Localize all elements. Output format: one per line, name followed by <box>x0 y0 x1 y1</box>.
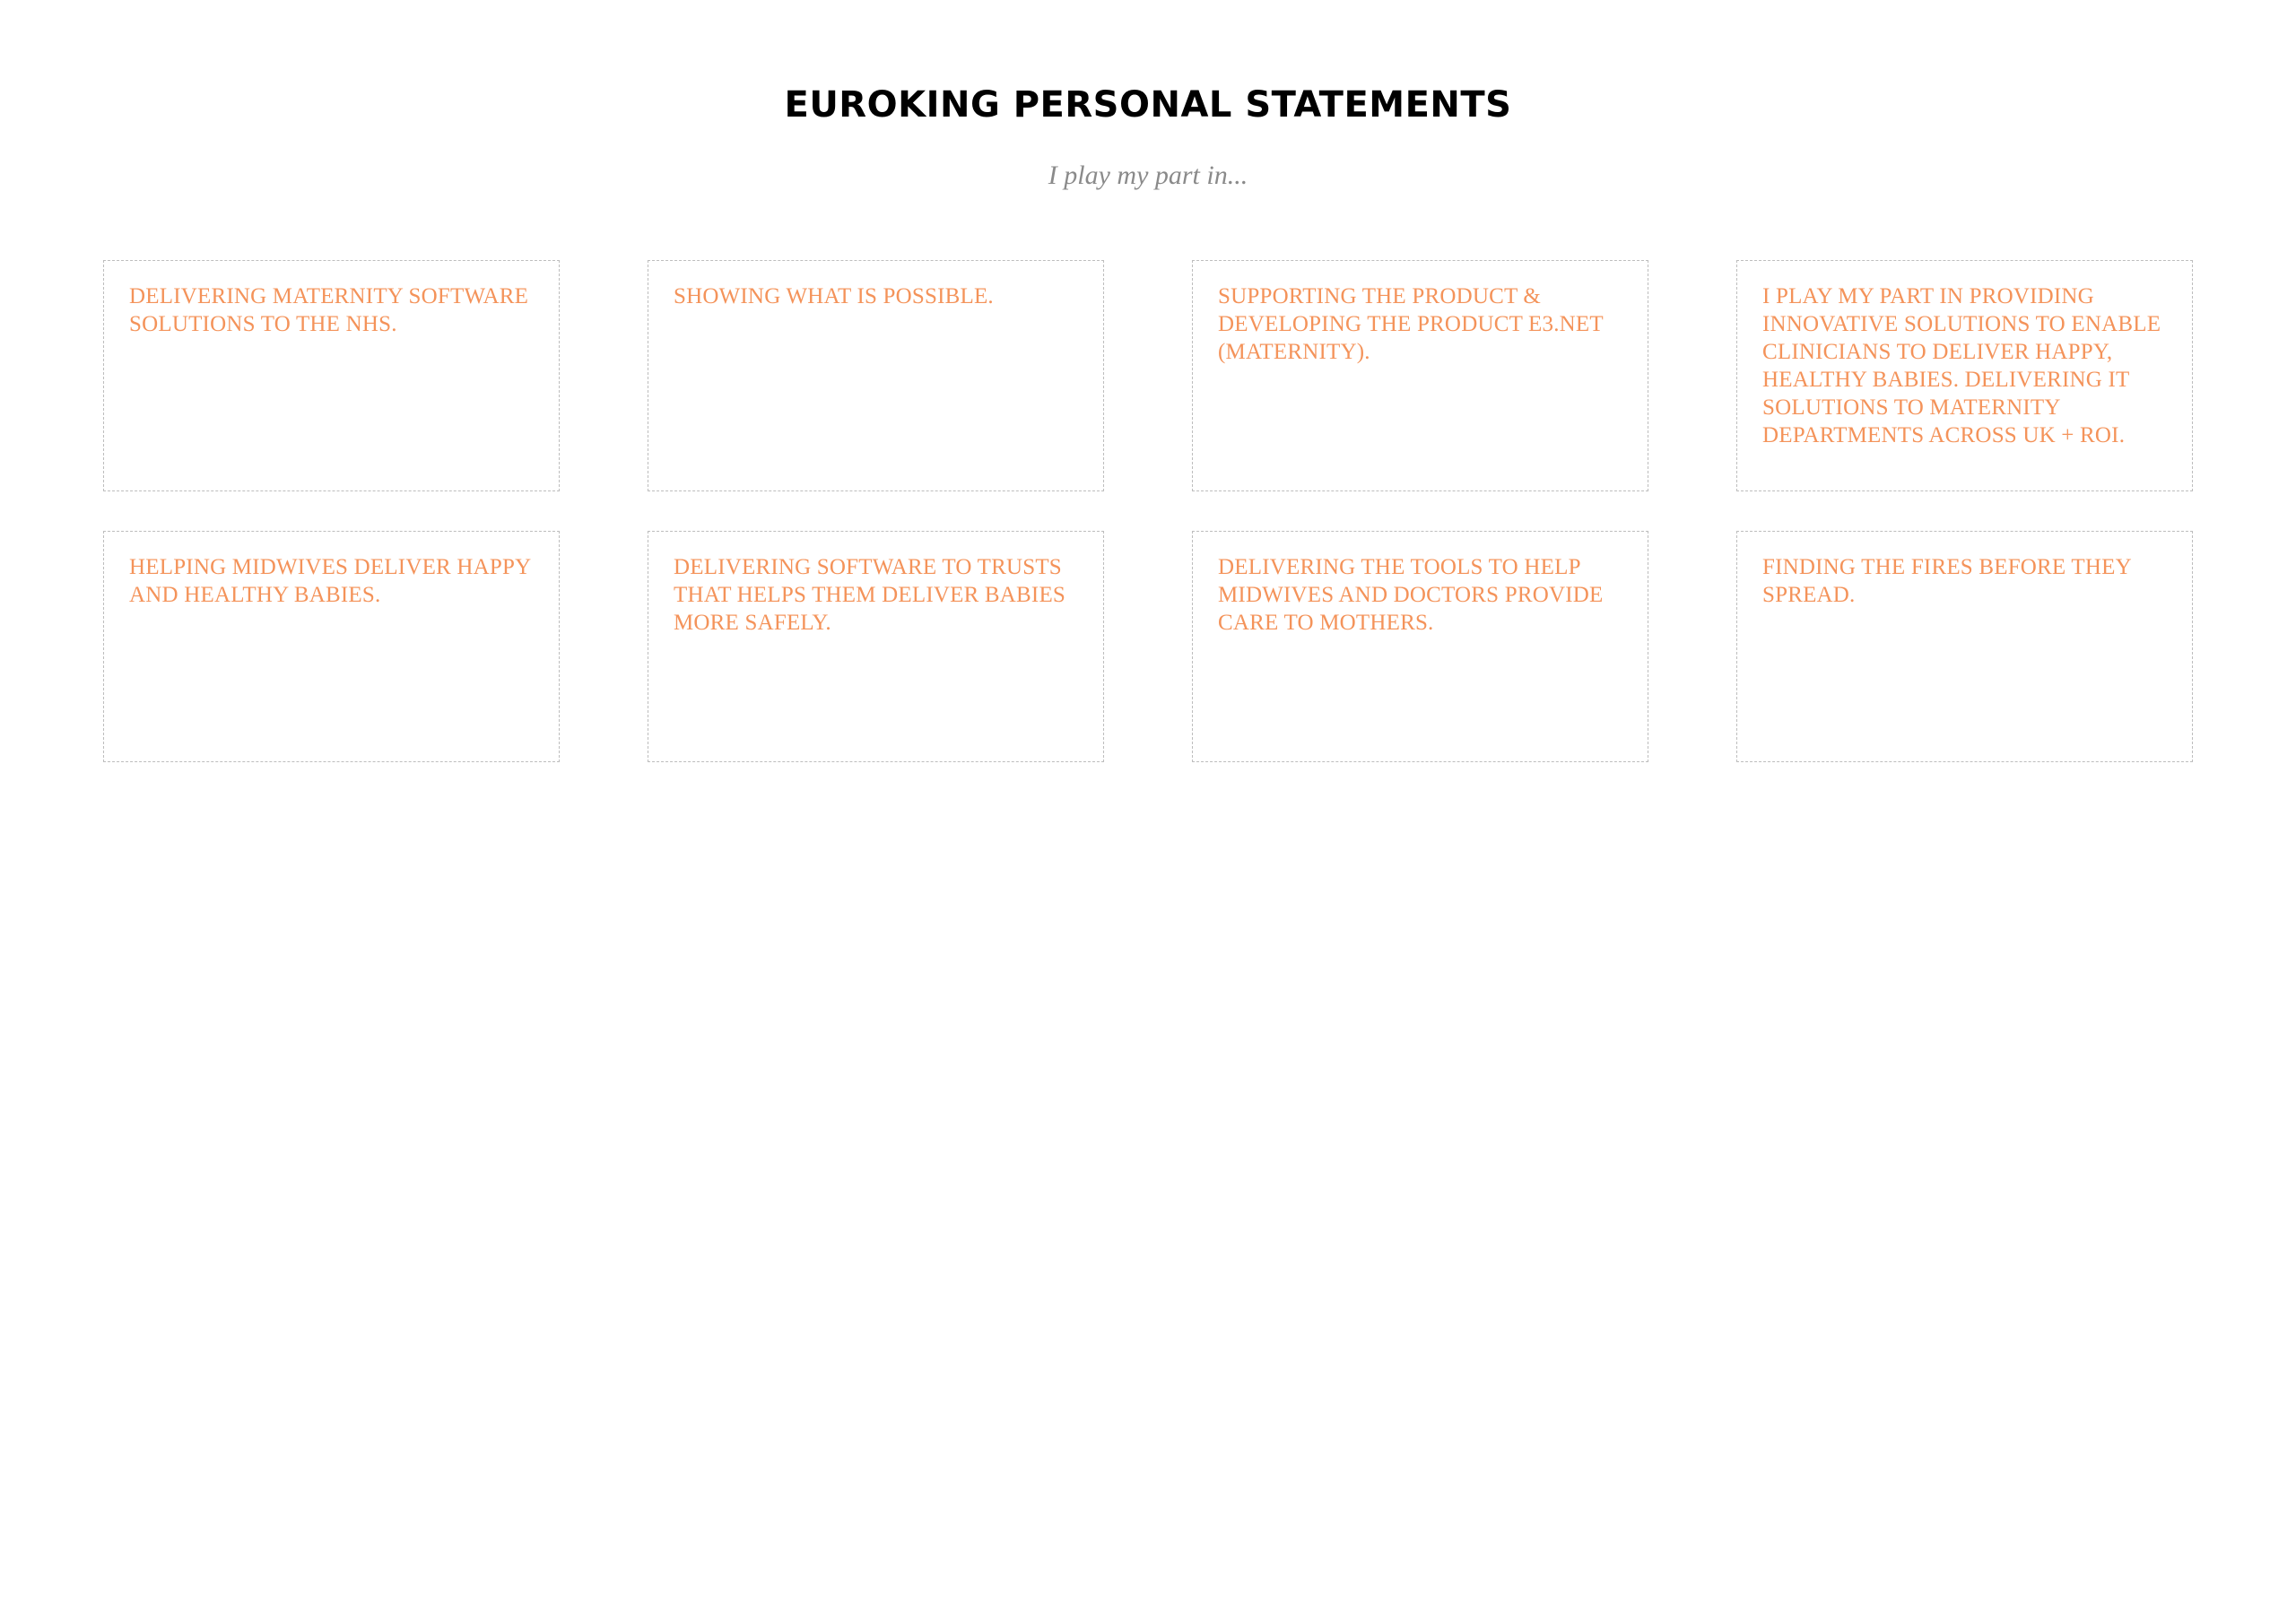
statement-text: DELIVERING MATERNITY SOFTWARE SOLUTIONS TO THE NHS. <box>129 284 529 336</box>
statement-card <box>103 260 560 491</box>
statement-text: DELIVERING SOFTWARE TO TRUSTS THAT HELPS THEM DELIVER BABIES MORE SAFELY. <box>674 555 1066 635</box>
statement-text: SUPPORTING THE PRODUCT & DEVELOPING THE PRODUCT E3.NET (MATERNITY). <box>1218 284 1604 364</box>
statement-card <box>648 260 1104 491</box>
statement-text: HELPING MIDWIVES DELIVER HAPPY AND HEALTHY BABIES. <box>129 555 531 607</box>
statement-card <box>1192 260 1648 491</box>
page-title: EUROKING PERSONAL STATEMENTS <box>784 84 1512 126</box>
statement-card <box>103 531 560 762</box>
statements-grid <box>103 260 2193 762</box>
statement-card <box>648 531 1104 762</box>
statement-text: FINDING THE FIRES BEFORE THEY SPREAD. <box>1762 555 2131 607</box>
statement-card <box>1736 260 2193 491</box>
statement-text: SHOWING WHAT IS POSSIBLE. <box>674 284 994 308</box>
statement-text: DELIVERING THE TOOLS TO HELP MIDWIVES AND DOCTORS PROVIDE CARE TO MOTHERS. <box>1218 555 1604 635</box>
statement-text: I PLAY MY PART IN PROVIDING INNOVATIVE SOLUTIONS TO ENABLE CLINICIANS TO DELIVER HAPPY, HEALTHY BABIES. DELIVERING IT SOLUTIONS TO MATERNITY DEPARTMENTS ACROSS UK + ROI. <box>1762 284 2161 447</box>
statement-card <box>1192 531 1648 762</box>
statement-card <box>1736 531 2193 762</box>
page-subtitle: I play my part in... <box>1048 161 1248 190</box>
